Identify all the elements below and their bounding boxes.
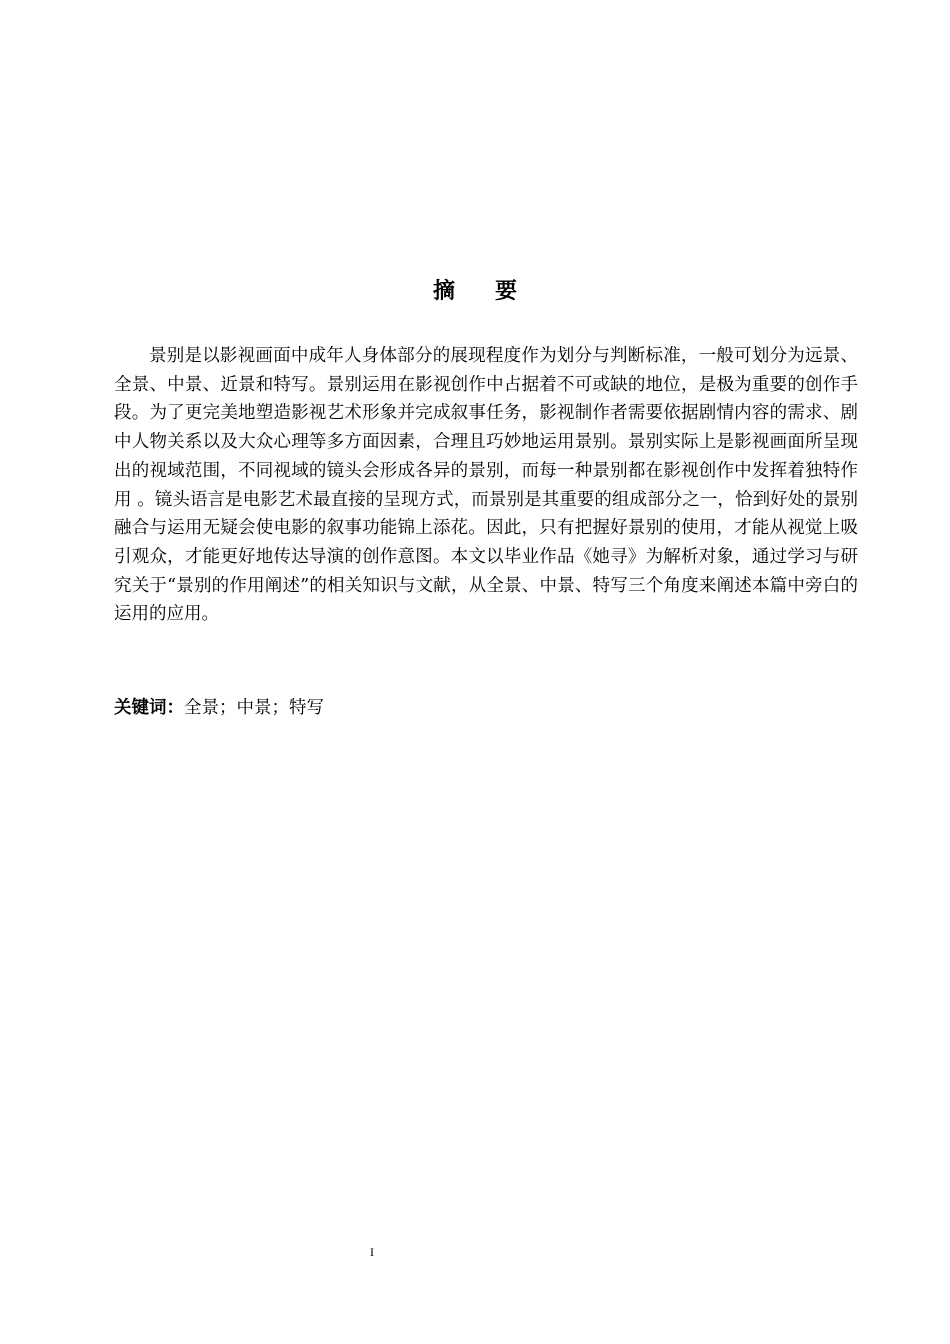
abstract-title-char-1: 摘 — [432, 279, 455, 304]
keywords-value: 全景；中景；特写 — [184, 698, 324, 718]
abstract-title-char-2: 要 — [495, 279, 518, 304]
abstract-body: 景别是以影视画面中成年人身体部分的展现程度作为划分与判断标准，一般可划分为远景、全景、中景、近景和特写。景别运用在影视创作中占据着不可或缺的地位，是极为重要的创作手段。为了更完美地塑造影视艺术形象并完成叙事任务，影视制作者需要依据剧情内容的需求、剧中人物关系以及大众心理等多方面因素，合理且巧妙地运用景别。景别实际上是影视画面所呈现出的视域范围，不同视域的镜头会形成各异的景别，而每一种景别都在影视创作中发挥着独特作用 。镜头语言是电影艺术最直接的呈现方式，而景别是其重要的组成部分之一，恰到好处的景别融合与运用无疑会使电影的叙事功能锦上添花。因此，只有把握好景别的使用，才能从视觉上吸引观众，才能更好地传达导演的创作意图。本文以毕业作品《她寻》为解析对象，通过学习与研究关于“景别的作用阐述”的相关知识与文献，从全景、中景、特写三个角度来阐述本篇中旁白的运用的应用。 — [114, 346, 858, 625]
page-number: I — [370, 1245, 374, 1259]
keywords-line — [114, 694, 858, 723]
keywords-label: 关键词： — [114, 698, 184, 718]
abstract-title — [0, 276, 950, 308]
